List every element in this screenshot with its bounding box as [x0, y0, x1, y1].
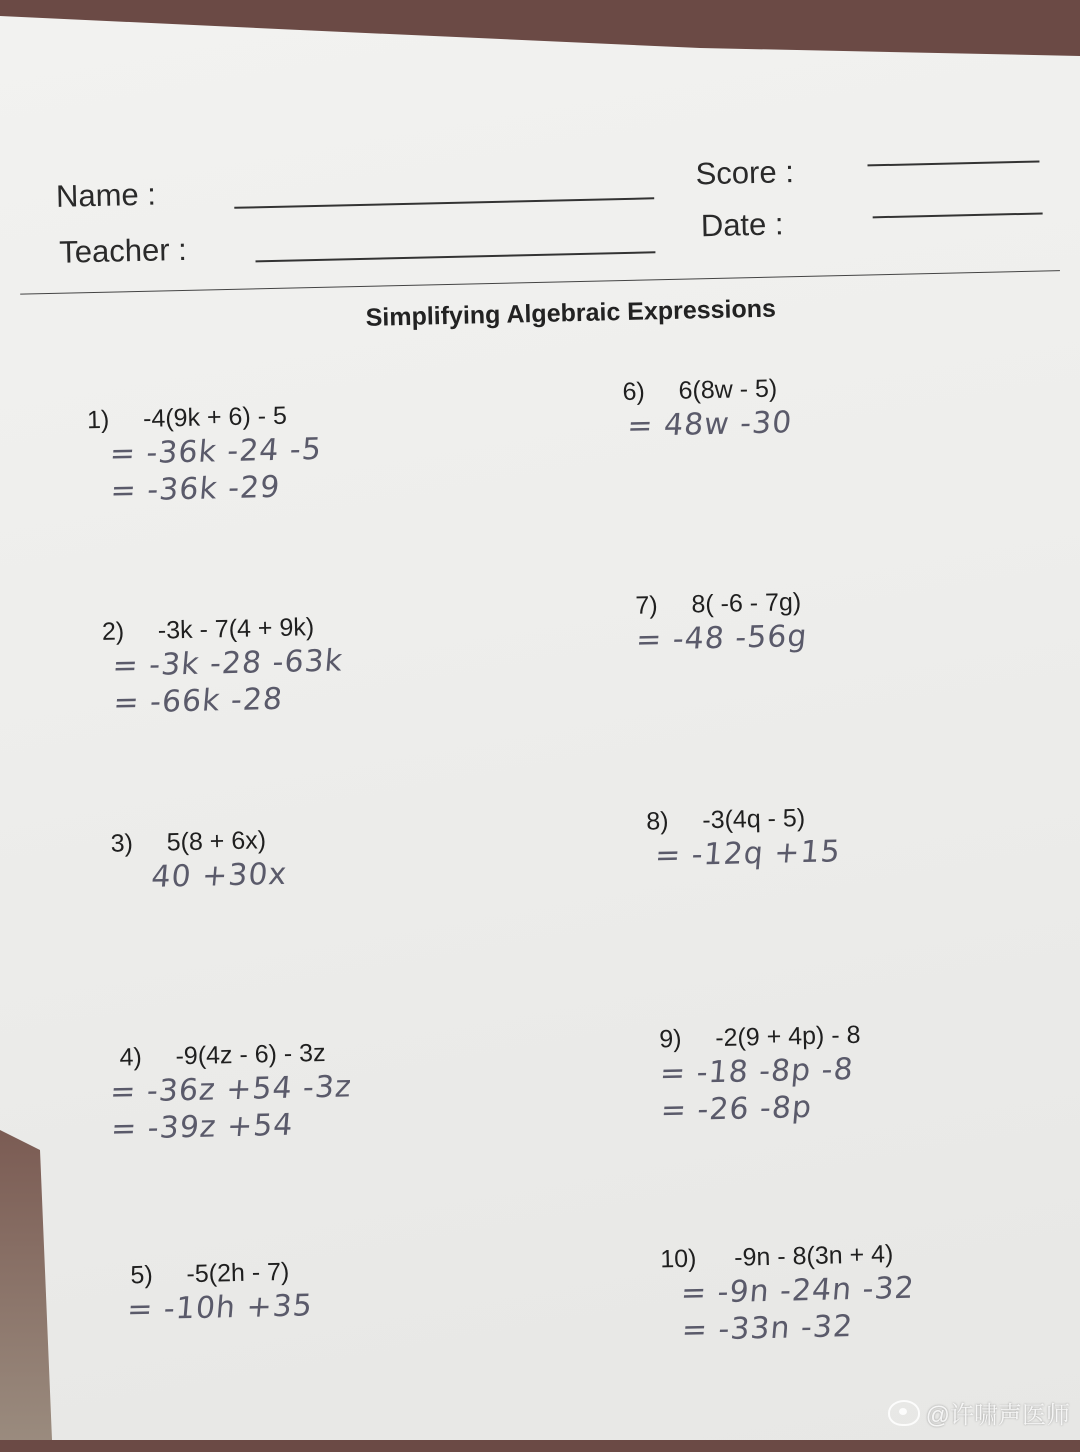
handwritten-work: = -9n -24n -32	[679, 1270, 917, 1311]
problem-expression: -3k - 7(4 + 9k)	[157, 613, 315, 645]
header-divider	[20, 270, 1060, 295]
teacher-label: Teacher :	[58, 231, 188, 270]
problem-9	[659, 1016, 1080, 1129]
problem-expression: 8( -6 - 7g)	[691, 588, 802, 619]
problem-7	[635, 582, 1066, 658]
problem-number: 2)	[101, 617, 125, 646]
problem-expression: -4(9k + 6) - 5	[142, 401, 288, 433]
problem-expression: -9n - 8(3n + 4)	[733, 1240, 894, 1272]
handwritten-work: = 48w -30	[625, 405, 794, 444]
teacher-line	[255, 251, 655, 262]
handwritten-work: = -48 -56g	[634, 618, 809, 658]
handwritten-work: = -26 -8p	[659, 1089, 814, 1129]
problem-expression: -2(9 + 4p) - 8	[714, 1020, 861, 1053]
handwritten-work: = -66k -28	[112, 681, 285, 721]
problem-4	[108, 1034, 551, 1147]
problem-number: 3)	[110, 829, 134, 858]
problem-number: 9)	[658, 1024, 682, 1054]
date-label: Date :	[700, 206, 784, 244]
score-label: Score :	[695, 154, 795, 192]
handwritten-work: = -18 -8p -8	[658, 1051, 856, 1092]
handwritten-work: = -39z +54	[109, 1107, 295, 1147]
score-line	[867, 161, 1039, 167]
problem-expression: -5(2h - 7)	[186, 1257, 290, 1289]
date-line	[873, 212, 1043, 218]
problem-2	[102, 608, 534, 721]
handwritten-work: = -12q +15	[653, 834, 843, 874]
watermark-text: @许啸声医师	[925, 1402, 1070, 1429]
problem-number: 7)	[635, 591, 658, 620]
problem-expression: -3(4q - 5)	[702, 804, 806, 835]
problem-expression: -9(4z - 6) - 3z	[175, 1038, 326, 1071]
problem-number: 5)	[130, 1260, 154, 1290]
problem-3	[110, 820, 541, 896]
weibo-icon	[888, 1400, 920, 1426]
handwritten-work: = -36k -24 -5	[108, 431, 324, 472]
name-label: Name :	[55, 176, 157, 214]
handwritten-work: = -36z +54 -3z	[108, 1069, 354, 1110]
handwritten-work: = -3k -28 -63k	[111, 643, 345, 684]
problem-expression: 5(8 + 6x)	[166, 826, 267, 857]
problem-expression: 6(8w - 5)	[678, 374, 778, 405]
problem-number: 8)	[646, 807, 669, 836]
problem-1	[87, 396, 519, 509]
name-line	[234, 197, 654, 209]
worksheet-title: Simplifying Algebraic Expressions	[365, 294, 777, 332]
handwritten-work: 40 +30x	[150, 856, 289, 895]
problem-number: 1)	[86, 405, 110, 435]
handwritten-work: = -33n -32	[680, 1309, 855, 1348]
handwritten-work: = -36k -29	[109, 469, 282, 509]
watermark	[888, 1395, 1070, 1430]
problem-number: 10)	[659, 1244, 697, 1274]
problem-10	[660, 1236, 1080, 1349]
problem-number: 4)	[119, 1043, 143, 1072]
problem-8	[646, 798, 1077, 874]
problem-number: 6)	[622, 377, 646, 407]
problem-6	[622, 368, 1053, 444]
handwritten-work: = -10h +35	[125, 1288, 315, 1328]
problem-5	[125, 1252, 561, 1328]
